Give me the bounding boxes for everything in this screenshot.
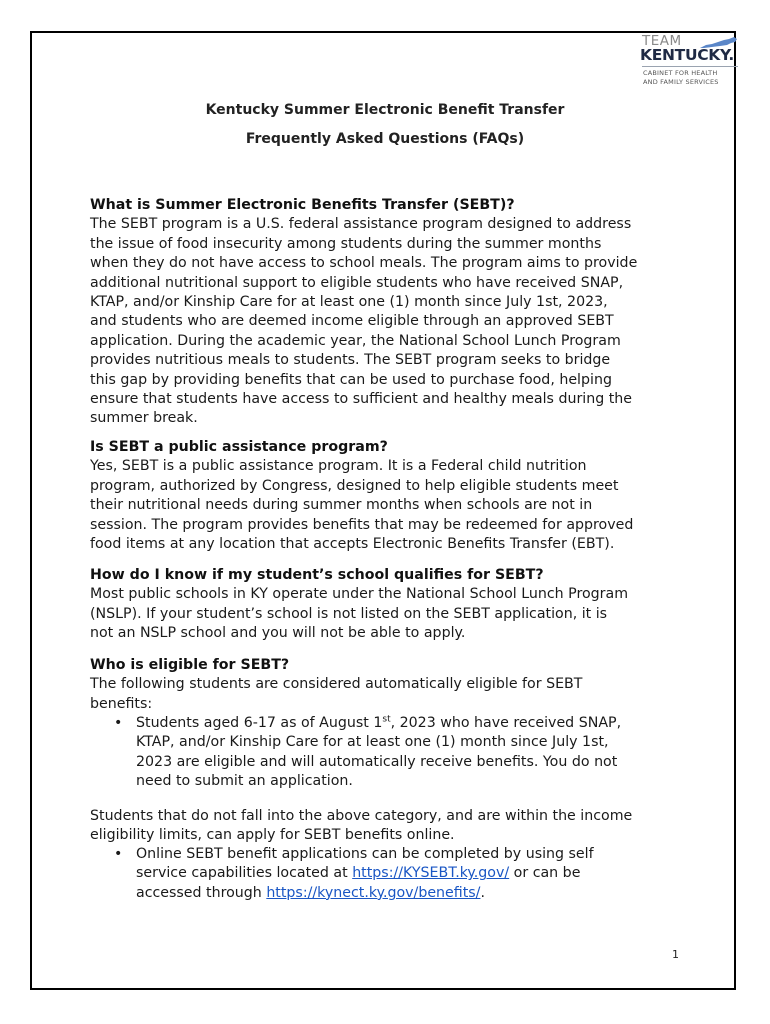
faq-answer-line: Yes, SEBT is a public assistance program. It is a Federal child nutrition: [90, 458, 587, 475]
faq-answer-line: when they do not have access to school meals. The program aims to provide: [90, 255, 638, 272]
bullet-point: •: [114, 846, 123, 862]
apply-online-paragraph: [90, 807, 690, 846]
bullet-point: •: [114, 715, 123, 731]
faq-section-public-assistance: [90, 438, 690, 554]
bullet-text: Students aged 6-17 as of August 1st, 2023 who have received SNAP, KTAP, and/or Kinship Care for at least one (1) month since July 1st, 2023 are eligible and will automatically receive benefits. You do not need to submit an application.: [136, 714, 622, 790]
bullet-text: Online SEBT benefit applications can be completed by using self service capabilities located at https://KYSEBT.ky.gov/ or can be accessed through https://kynect.ky.gov/benefits/.: [136, 846, 594, 901]
faq-answer-line: The SEBT program is a U.S. federal assistance program designed to address: [90, 216, 632, 233]
team-kentucky-logo: [640, 33, 740, 91]
faq-answer-line: Most public schools in KY operate under the National School Lunch Program: [90, 586, 629, 603]
page-number: 1: [672, 948, 679, 961]
faq-answer-line: KTAP, and/or Kinship Care for at least one (1) month since July 1st, 2023,: [90, 294, 608, 311]
logo-subtitle-line-2: AND FAMILY SERVICES: [643, 78, 719, 86]
faq-answer-line: this gap by providing benefits that can be used to purchase food, helping: [90, 371, 612, 388]
faq-answer-line: program, authorized by Congress, designed to help eligible students meet: [90, 477, 619, 494]
faq-question: What is Summer Electronic Benefits Transfer (SEBT)?: [90, 197, 515, 213]
logo-kentucky-text: KENTUCKY.: [640, 46, 734, 64]
faq-answer-line: ensure that students have access to sufficient and healthy meals during the: [90, 391, 633, 408]
eligibility-bullet-automatic: [90, 714, 690, 794]
faq-answer-line: session. The program provides benefits that may be redeemed for approved: [90, 516, 634, 533]
faq-answer-line: additional nutritional support to eligible students who have received SNAP,: [90, 274, 624, 291]
document-subtitle: Frequently Asked Questions (FAQs): [245, 131, 525, 147]
faq-answer-line: provides nutritious meals to students. The SEBT program seeks to bridge: [90, 352, 611, 369]
faq-answer-line: and students who are deemed income eligible through an approved SEBT: [90, 313, 614, 330]
faq-answer-line: (NSLP). If your student’s school is not listed on the SEBT application, it is: [90, 605, 608, 622]
faq-answer-line: benefits:: [90, 695, 153, 712]
logo-divider: [642, 66, 738, 67]
faq-answer-line: food items at any location that accepts Electronic Benefits Transfer (EBT).: [90, 536, 615, 553]
document-title: Kentucky Summer Electronic Benefit Transfer: [205, 102, 565, 118]
faq-question: Is SEBT a public assistance program?: [90, 439, 388, 455]
faq-question: How do I know if my student’s school qualifies for SEBT?: [90, 567, 544, 583]
faq-section-school-qualifies: [90, 566, 690, 644]
faq-answer-line: the issue of food insecurity among students during the summer months: [90, 235, 602, 252]
faq-answer-line: not an NSLP school and you will not be able to apply.: [90, 625, 466, 642]
faq-answer-line: application. During the academic year, the National School Lunch Program: [90, 332, 621, 349]
faq-answer-line: The following students are considered automatically eligible for SEBT: [90, 676, 583, 693]
logo-subtitle-line-1: CABINET FOR HEALTH: [643, 69, 718, 77]
paragraph-line: Students that do not fall into the above category, and are within the income: [90, 808, 633, 824]
kysebt-link[interactable]: https://KYSEBT.ky.gov/: [352, 865, 510, 882]
faq-answer-line: summer break.: [90, 410, 198, 427]
faq-question: Who is eligible for SEBT?: [90, 657, 290, 673]
faq-section-what-is-sebt: [90, 196, 690, 429]
kynect-benefits-link[interactable]: https://kynect.ky.gov/benefits/: [266, 884, 481, 901]
eligibility-bullet-online: [90, 845, 690, 905]
logo-team-text: TEAM: [642, 33, 682, 49]
faq-answer-line: their nutritional needs during summer months when schools are not in: [90, 497, 593, 514]
paragraph-line: eligibility limits, can apply for SEBT benefits online.: [90, 827, 455, 844]
faq-section-who-is-eligible: [90, 656, 690, 714]
